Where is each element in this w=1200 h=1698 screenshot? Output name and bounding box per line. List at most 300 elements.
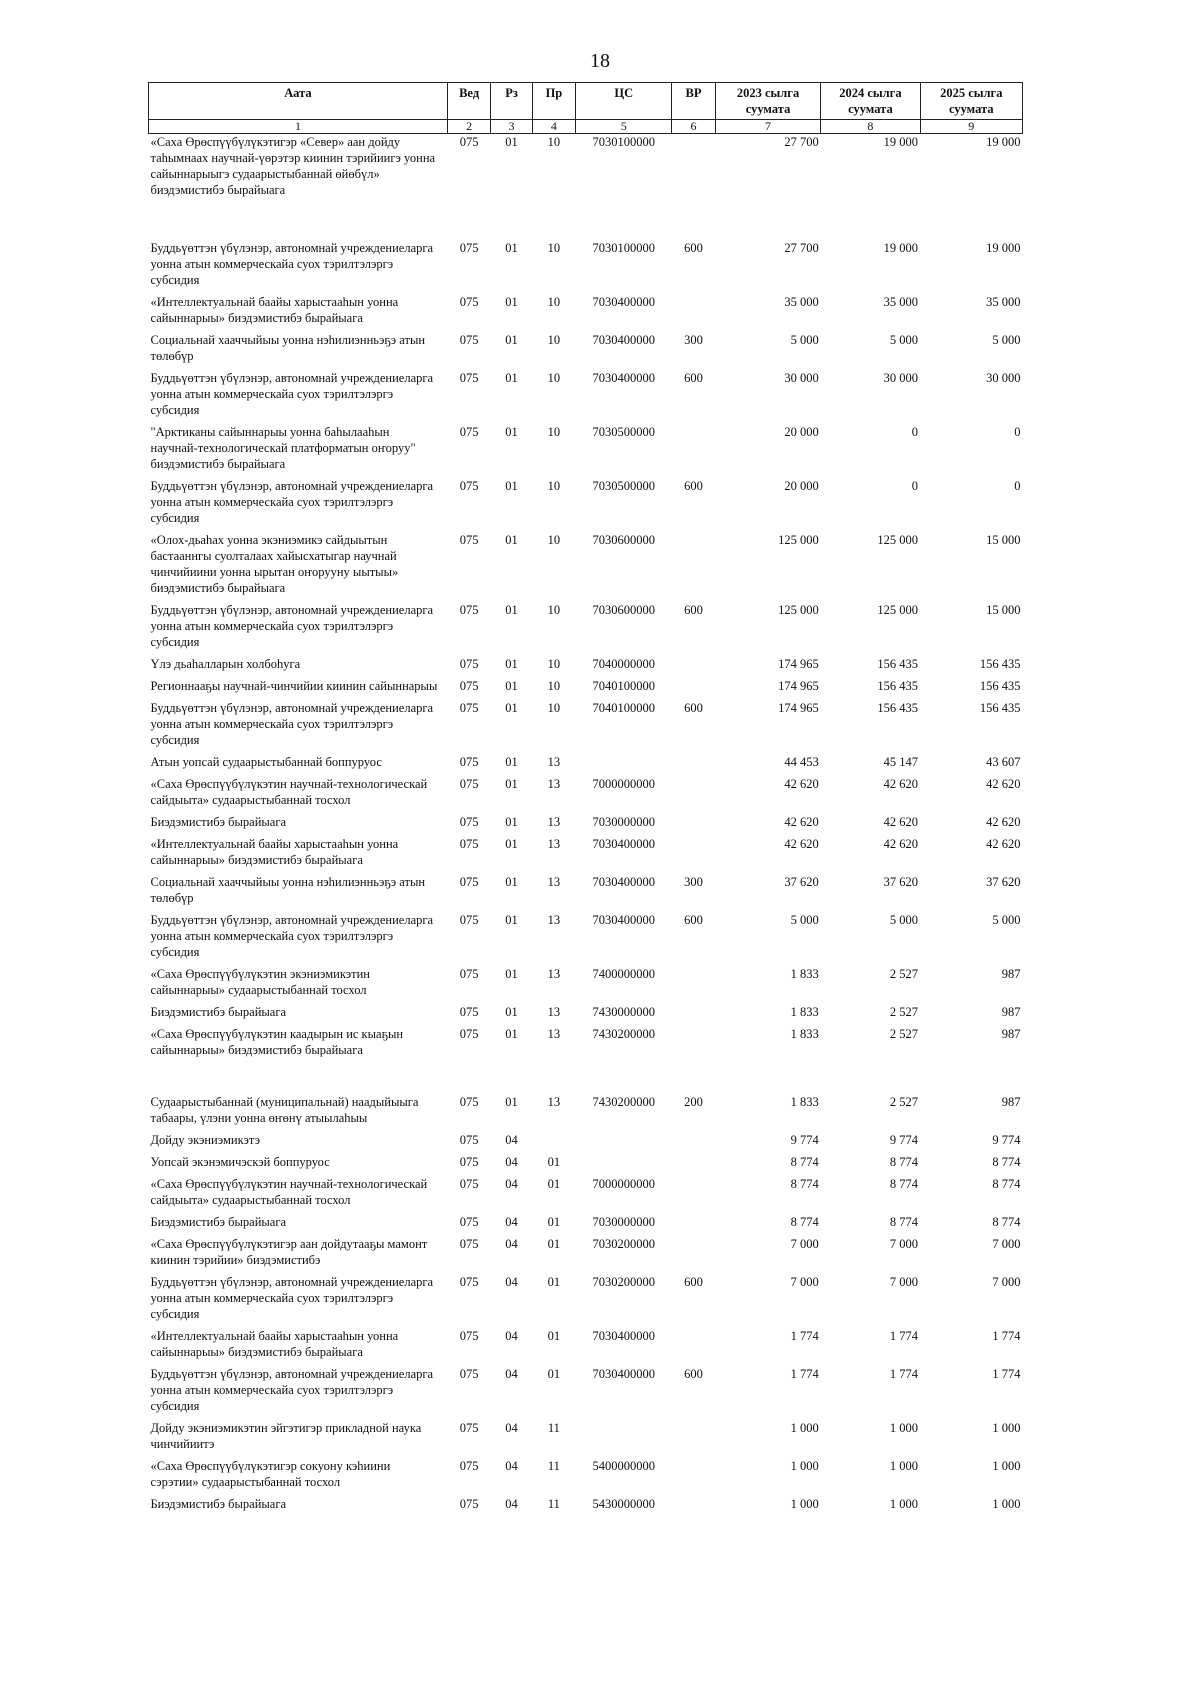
row-amount-2023: 1 833 bbox=[790, 1027, 819, 1041]
row-pr: 10 bbox=[547, 679, 561, 693]
row-name: Буддьүөттэн үбүлэнэр, автономнай учреждениеларга уонна атын коммерческайа суох тэрилтэлэргэ субсидия bbox=[150, 603, 434, 649]
row-ved: 075 bbox=[459, 603, 479, 617]
table-row bbox=[149, 1176, 1023, 1214]
row-amount-2024: 1 000 bbox=[889, 1459, 919, 1473]
row-vr bbox=[672, 1214, 715, 1236]
row-amount-2024: 2 527 bbox=[889, 967, 919, 981]
row-amount-2023: 5 000 bbox=[790, 333, 819, 347]
row-cs: 7430200000 bbox=[592, 1027, 655, 1041]
row-name: «Саха Өрөспүүбүлүкэтин каадырын ис кыаҕын сайыннарыы» биэдэмистибэ бырайыага bbox=[150, 1027, 404, 1057]
row-pr: 13 bbox=[547, 967, 561, 981]
row-cs: 7000000000 bbox=[592, 1177, 655, 1191]
row-amount-2024: 1 774 bbox=[889, 1367, 919, 1381]
row-amount-2023: 42 620 bbox=[784, 837, 819, 851]
row-pr bbox=[532, 1132, 575, 1154]
row-amount-2023: 1 000 bbox=[790, 1497, 819, 1511]
row-amount-2024: 37 620 bbox=[883, 875, 919, 889]
row-pr: 13 bbox=[547, 1005, 561, 1019]
row-amount-2023: 37 620 bbox=[784, 875, 819, 889]
row-amount-2025: 35 000 bbox=[986, 295, 1021, 309]
row-amount-2025: 156 435 bbox=[979, 679, 1021, 693]
row-vr: 600 bbox=[684, 479, 703, 493]
row-vr: 600 bbox=[684, 603, 703, 617]
colnum-3: 3 bbox=[491, 120, 532, 134]
colnum-7: 7 bbox=[715, 120, 821, 134]
row-cs: 7030400000 bbox=[592, 837, 655, 851]
row-vr bbox=[672, 294, 715, 332]
row-amount-2025: 19 000 bbox=[986, 135, 1021, 149]
header-cs: ЦС bbox=[576, 83, 672, 120]
row-amount-2025: 37 620 bbox=[986, 875, 1021, 889]
row-amount-2025: 30 000 bbox=[986, 371, 1021, 385]
row-rz: 01 bbox=[505, 333, 518, 347]
row-vr bbox=[672, 776, 715, 814]
row-ved: 075 bbox=[459, 913, 479, 927]
row-ved: 075 bbox=[459, 1275, 479, 1289]
colnum-6: 6 bbox=[672, 120, 715, 134]
row-amount-2025: 1 000 bbox=[992, 1459, 1021, 1473]
row-pr: 10 bbox=[547, 533, 561, 547]
row-cs: 7030400000 bbox=[592, 913, 655, 927]
row-name: Уопсай экэнэмичэскэй боппуруос bbox=[150, 1155, 330, 1169]
table-row bbox=[149, 1026, 1023, 1064]
row-name: Судаарыстыбаннай (муниципальнай) наадыйыыга табаары, үлэни уонна өҥөнү атыылаһыы bbox=[150, 1095, 419, 1125]
row-amount-2025: 0 bbox=[1014, 479, 1021, 493]
row-ved: 075 bbox=[459, 837, 479, 851]
row-name: Буддьүөттэн үбүлэнэр, автономнай учреждениеларга уонна атын коммерческайа суох тэрилтэлэргэ субсидия bbox=[150, 371, 434, 417]
row-name: «Саха Өрөспүүбүлүкэтигэр сокуону кэһиини сэрэтии» судаарыстыбаннай тосхол bbox=[150, 1459, 391, 1489]
row-amount-2023: 42 620 bbox=[784, 815, 819, 829]
row-cs: 7040100000 bbox=[592, 701, 655, 715]
table-body bbox=[149, 134, 1023, 1519]
row-rz: 01 bbox=[505, 967, 518, 981]
row-amount-2023: 27 700 bbox=[784, 241, 819, 255]
row-name: Регионнааҕы научнай-чинчийии киинин сайыннарыы bbox=[150, 679, 438, 693]
table-row bbox=[149, 294, 1023, 332]
row-amount-2025: 987 bbox=[1001, 1095, 1021, 1109]
row-cs: 7030100000 bbox=[592, 135, 655, 149]
table-row bbox=[149, 1004, 1023, 1026]
row-cs: 5430000000 bbox=[592, 1497, 655, 1511]
row-pr: 13 bbox=[547, 815, 561, 829]
table-row bbox=[149, 966, 1023, 1004]
row-vr bbox=[672, 424, 715, 478]
row-pr: 13 bbox=[547, 875, 561, 889]
row-pr: 10 bbox=[547, 371, 561, 385]
table-row bbox=[149, 602, 1023, 656]
row-amount-2023: 44 453 bbox=[784, 755, 819, 769]
row-amount-2024: 8 774 bbox=[889, 1177, 919, 1191]
row-pr: 10 bbox=[547, 295, 561, 309]
row-amount-2025: 42 620 bbox=[986, 837, 1021, 851]
row-amount-2024: 156 435 bbox=[877, 657, 919, 671]
row-amount-2025: 9 774 bbox=[992, 1133, 1021, 1147]
row-amount-2023: 174 965 bbox=[778, 679, 819, 693]
row-cs: 7030400000 bbox=[592, 371, 655, 385]
row-rz: 01 bbox=[505, 1027, 518, 1041]
row-cs: 7030000000 bbox=[592, 815, 655, 829]
row-amount-2025: 1 774 bbox=[992, 1367, 1021, 1381]
row-amount-2025: 8 774 bbox=[992, 1155, 1021, 1169]
row-vr: 600 bbox=[684, 371, 703, 385]
table-row bbox=[149, 134, 1023, 205]
header-2025: 2025 сылга суумата bbox=[920, 83, 1022, 120]
row-name: Биэдэмистибэ бырайыага bbox=[150, 1005, 287, 1019]
header-rz: Рз bbox=[491, 83, 532, 120]
row-ved: 075 bbox=[459, 1005, 479, 1019]
row-rz: 04 bbox=[505, 1237, 518, 1251]
row-amount-2024: 19 000 bbox=[883, 241, 919, 255]
row-ved: 075 bbox=[459, 479, 479, 493]
row-rz: 01 bbox=[505, 135, 518, 149]
row-vr bbox=[672, 656, 715, 678]
row-ved: 075 bbox=[459, 1459, 479, 1473]
colnum-4: 4 bbox=[532, 120, 575, 134]
row-pr: 13 bbox=[547, 837, 561, 851]
row-ved: 075 bbox=[459, 533, 479, 547]
row-amount-2024: 2 527 bbox=[889, 1027, 919, 1041]
row-vr bbox=[672, 1154, 715, 1176]
row-vr: 300 bbox=[684, 333, 703, 347]
row-name: "Арктиканы сайыннарыы уонна баһылааһын научнай-технологическай платформатын оҥоруу" биэдэмистибэ бырайыага bbox=[150, 425, 416, 471]
row-vr bbox=[672, 678, 715, 700]
row-ved: 075 bbox=[459, 657, 479, 671]
row-amount-2025: 1 000 bbox=[992, 1497, 1021, 1511]
row-ved: 075 bbox=[459, 1215, 479, 1229]
row-amount-2024: 2 527 bbox=[889, 1095, 919, 1109]
row-pr: 11 bbox=[547, 1497, 560, 1511]
row-name: Дойду экэниэмикэтэ bbox=[150, 1133, 260, 1147]
row-amount-2023: 30 000 bbox=[784, 371, 819, 385]
row-vr bbox=[672, 532, 715, 602]
row-ved: 075 bbox=[459, 135, 479, 149]
row-amount-2023: 27 700 bbox=[784, 135, 819, 149]
row-cs: 7030400000 bbox=[592, 875, 655, 889]
row-name: «Саха Өрөспүүбүлүкэтин научнай-технологическай сайдыыта» судаарыстыбаннай тосхол bbox=[150, 1177, 428, 1207]
row-pr: 13 bbox=[547, 777, 561, 791]
row-amount-2025: 19 000 bbox=[986, 241, 1021, 255]
row-amount-2023: 20 000 bbox=[784, 425, 819, 439]
row-amount-2023: 1 774 bbox=[790, 1367, 819, 1381]
row-name: Буддьүөттэн үбүлэнэр, автономнай учреждениеларга уонна атын коммерческайа суох тэрилтэлэргэ субсидия bbox=[150, 1367, 434, 1413]
row-amount-2024: 7 000 bbox=[889, 1237, 919, 1251]
row-name: Буддьүөттэн үбүлэнэр, автономнай учреждениеларга уонна атын коммерческайа суох тэрилтэлэргэ субсидия bbox=[150, 241, 434, 287]
row-pr: 01 bbox=[547, 1177, 561, 1191]
row-name: «Саха Өрөспүүбүлүкэтигэр «Север» аан дойду таһымнаах научнай-үөрэтэр киинин тэрийиигэ уонна сайыннарыыгэ судаарыстыбаннай өйөбүл» биэдэмистибэ бырайыага bbox=[150, 135, 436, 197]
row-cs: 7040000000 bbox=[592, 657, 655, 671]
row-vr bbox=[672, 1420, 715, 1458]
row-cs: 7030600000 bbox=[592, 603, 655, 617]
row-amount-2024: 8 774 bbox=[889, 1215, 919, 1229]
row-ved: 075 bbox=[459, 1095, 479, 1109]
row-ved: 075 bbox=[459, 425, 479, 439]
row-name: Дойду экэниэмикэтин эйгэтигэр прикладной наука чинчийиитэ bbox=[150, 1421, 422, 1451]
row-amount-2024: 156 435 bbox=[877, 701, 919, 715]
row-name: «Интеллектуальнай баайы харыстааһын уонна сайыннарыы» биэдэмистибэ бырайыага bbox=[150, 295, 399, 325]
table-row bbox=[149, 912, 1023, 966]
row-pr: 10 bbox=[547, 701, 561, 715]
row-name: «Олох-дьаһах уонна экэниэмикэ сайдыытын бастааннгы суолталаах хайысхатыгар научнай чинчийиини уонна ырытан оҥорууну ыытыы» биэдэмистибэ бырайыага bbox=[150, 533, 399, 595]
header-ved: Вед bbox=[447, 83, 490, 120]
row-name: Биэдэмистибэ бырайыага bbox=[150, 815, 287, 829]
row-vr bbox=[672, 814, 715, 836]
row-name: «Саха Өрөспүүбүлүкэтин научнай-технологическай сайдыыта» судаарыстыбаннай тосхол bbox=[150, 777, 428, 807]
row-vr: 200 bbox=[684, 1095, 703, 1109]
row-ved: 075 bbox=[459, 1329, 479, 1343]
row-amount-2025: 7 000 bbox=[992, 1275, 1021, 1289]
row-rz: 04 bbox=[505, 1275, 518, 1289]
colnum-8: 8 bbox=[821, 120, 920, 134]
row-amount-2025: 0 bbox=[1014, 425, 1021, 439]
row-rz: 04 bbox=[505, 1133, 518, 1147]
row-cs bbox=[576, 1420, 672, 1458]
row-rz: 01 bbox=[505, 479, 518, 493]
row-amount-2025: 5 000 bbox=[992, 913, 1021, 927]
row-rz: 01 bbox=[505, 1005, 518, 1019]
row-amount-2024: 0 bbox=[911, 479, 919, 493]
row-amount-2023: 1 833 bbox=[790, 1005, 819, 1019]
row-vr: 600 bbox=[684, 1367, 703, 1381]
row-amount-2025: 8 774 bbox=[992, 1215, 1021, 1229]
colnum-9: 9 bbox=[920, 120, 1022, 134]
row-pr: 11 bbox=[547, 1421, 560, 1435]
row-amount-2023: 7 000 bbox=[790, 1237, 819, 1251]
row-vr: 600 bbox=[684, 701, 703, 715]
row-pr: 01 bbox=[547, 1329, 561, 1343]
row-name: Буддьүөттэн үбүлэнэр, автономнай учреждениеларга уонна атын коммерческайа суох тэрилтэлэргэ субсидия bbox=[150, 913, 434, 959]
row-amount-2024: 42 620 bbox=[883, 777, 919, 791]
row-pr: 01 bbox=[547, 1275, 561, 1289]
row-cs: 7030400000 bbox=[592, 1367, 655, 1381]
row-pr: 10 bbox=[547, 333, 561, 347]
row-vr bbox=[672, 966, 715, 1004]
header-2024: 2024 сылга суумата bbox=[821, 83, 920, 120]
row-amount-2025: 987 bbox=[1001, 967, 1021, 981]
row-ved: 075 bbox=[459, 241, 479, 255]
row-amount-2023: 7 000 bbox=[790, 1275, 819, 1289]
row-cs bbox=[576, 1132, 672, 1154]
row-vr bbox=[672, 1236, 715, 1274]
row-amount-2024: 0 bbox=[911, 425, 919, 439]
row-name: Буддьүөттэн үбүлэнэр, автономнай учреждениеларга уонна атын коммерческайа суох тэрилтэлэргэ субсидия bbox=[150, 1275, 434, 1321]
row-amount-2024: 5 000 bbox=[889, 333, 919, 347]
row-rz: 04 bbox=[505, 1155, 518, 1169]
table-row bbox=[149, 836, 1023, 874]
row-rz: 01 bbox=[505, 1095, 518, 1109]
row-ved: 075 bbox=[459, 1155, 479, 1169]
page-number: 18 bbox=[590, 50, 610, 72]
row-amount-2024: 45 147 bbox=[883, 755, 919, 769]
row-cs: 7030100000 bbox=[592, 241, 655, 255]
row-pr: 01 bbox=[547, 1237, 561, 1251]
row-amount-2024: 1 774 bbox=[889, 1329, 919, 1343]
row-name: Биэдэмистибэ бырайыага bbox=[150, 1497, 287, 1511]
budget-table bbox=[148, 82, 1023, 1518]
header-pr: Пр bbox=[532, 83, 575, 120]
table-row bbox=[149, 1274, 1023, 1328]
colnum-5: 5 bbox=[576, 120, 672, 134]
row-rz: 01 bbox=[505, 701, 518, 715]
row-rz: 01 bbox=[505, 603, 518, 617]
colnum-1: 1 bbox=[149, 120, 448, 134]
row-name: Үлэ дьаһалларын холбоһуга bbox=[150, 657, 301, 671]
row-amount-2023: 1 000 bbox=[790, 1459, 819, 1473]
row-ved: 075 bbox=[459, 1027, 479, 1041]
row-rz: 01 bbox=[505, 913, 518, 927]
row-amount-2025: 1 000 bbox=[992, 1421, 1021, 1435]
table-row bbox=[149, 532, 1023, 602]
table-row bbox=[149, 656, 1023, 678]
row-amount-2024: 1 000 bbox=[889, 1497, 919, 1511]
row-vr: 300 bbox=[684, 875, 703, 889]
row-cs: 7030600000 bbox=[592, 533, 655, 547]
row-amount-2023: 125 000 bbox=[778, 533, 819, 547]
table-row bbox=[149, 204, 1023, 294]
row-ved: 075 bbox=[459, 755, 479, 769]
row-cs bbox=[576, 754, 672, 776]
row-amount-2024: 125 000 bbox=[877, 603, 919, 617]
row-cs: 5400000000 bbox=[592, 1459, 655, 1473]
row-rz: 01 bbox=[505, 241, 518, 255]
row-rz: 01 bbox=[505, 875, 518, 889]
row-amount-2023: 5 000 bbox=[790, 913, 819, 927]
row-amount-2024: 8 774 bbox=[889, 1155, 919, 1169]
row-amount-2024: 1 000 bbox=[889, 1421, 919, 1435]
row-cs: 7400000000 bbox=[592, 967, 655, 981]
row-rz: 04 bbox=[505, 1459, 518, 1473]
row-cs: 7000000000 bbox=[592, 777, 655, 791]
row-pr: 10 bbox=[547, 425, 561, 439]
row-rz: 01 bbox=[505, 533, 518, 547]
row-amount-2023: 8 774 bbox=[790, 1215, 819, 1229]
row-ved: 075 bbox=[459, 1367, 479, 1381]
table-row bbox=[149, 1214, 1023, 1236]
table-row bbox=[149, 1366, 1023, 1420]
row-ved: 075 bbox=[459, 1133, 479, 1147]
row-amount-2025: 8 774 bbox=[992, 1177, 1021, 1191]
row-amount-2023: 174 965 bbox=[778, 701, 819, 715]
row-name: Социальнай хааччыйыы уонна нэһилиэнньэҕэ атын төлөбүр bbox=[150, 875, 426, 905]
row-rz: 04 bbox=[505, 1177, 518, 1191]
row-amount-2025: 5 000 bbox=[992, 333, 1021, 347]
row-name: Буддьүөттэн үбүлэнэр, автономнай учреждениеларга уонна атын коммерческайа суох тэрилтэлэргэ субсидия bbox=[150, 701, 434, 747]
header-aata: Аата bbox=[149, 83, 448, 120]
row-ved: 075 bbox=[459, 1497, 479, 1511]
table-row bbox=[149, 1064, 1023, 1132]
row-vr bbox=[672, 1026, 715, 1064]
table-row bbox=[149, 1458, 1023, 1496]
row-cs: 7040100000 bbox=[592, 679, 655, 693]
row-amount-2024: 42 620 bbox=[883, 815, 919, 829]
row-ved: 075 bbox=[459, 679, 479, 693]
row-vr bbox=[672, 1132, 715, 1154]
row-name: Буддьүөттэн үбүлэнэр, автономнай учреждениеларга уонна атын коммерческайа суох тэрилтэлэргэ субсидия bbox=[150, 479, 434, 525]
row-cs: 7030200000 bbox=[592, 1237, 655, 1251]
row-cs: 7030500000 bbox=[592, 425, 655, 439]
row-ved: 075 bbox=[459, 371, 479, 385]
row-amount-2025: 42 620 bbox=[986, 815, 1021, 829]
row-amount-2025: 43 607 bbox=[986, 755, 1021, 769]
row-ved: 075 bbox=[459, 295, 479, 309]
table-row bbox=[149, 874, 1023, 912]
row-amount-2023: 20 000 bbox=[784, 479, 819, 493]
row-vr: 600 bbox=[684, 913, 703, 927]
row-pr: 01 bbox=[547, 1215, 561, 1229]
row-cs: 7030400000 bbox=[592, 295, 655, 309]
row-amount-2023: 125 000 bbox=[778, 603, 819, 617]
row-pr: 13 bbox=[547, 1027, 561, 1041]
row-rz: 01 bbox=[505, 679, 518, 693]
row-amount-2024: 7 000 bbox=[889, 1275, 919, 1289]
row-cs: 7030400000 bbox=[592, 1329, 655, 1343]
row-amount-2025: 15 000 bbox=[986, 533, 1021, 547]
row-cs: 7030500000 bbox=[592, 479, 655, 493]
row-amount-2023: 1 774 bbox=[790, 1329, 819, 1343]
row-pr: 01 bbox=[547, 1367, 561, 1381]
row-amount-2023: 9 774 bbox=[790, 1133, 819, 1147]
row-pr: 01 bbox=[547, 1155, 561, 1169]
row-cs: 7430200000 bbox=[592, 1095, 655, 1109]
table-row bbox=[149, 1236, 1023, 1274]
row-rz: 01 bbox=[505, 295, 518, 309]
row-amount-2024: 2 527 bbox=[889, 1005, 919, 1019]
row-cs: 7030000000 bbox=[592, 1215, 655, 1229]
row-rz: 01 bbox=[505, 425, 518, 439]
row-name: «Интеллектуальнай баайы харыстааһын уонна сайыннарыы» биэдэмистибэ бырайыага bbox=[150, 1329, 399, 1359]
row-amount-2023: 8 774 bbox=[790, 1155, 819, 1169]
row-amount-2023: 42 620 bbox=[784, 777, 819, 791]
row-pr: 13 bbox=[547, 1095, 561, 1109]
row-cs: 7030400000 bbox=[592, 333, 655, 347]
row-pr: 10 bbox=[547, 241, 561, 255]
row-rz: 01 bbox=[505, 755, 518, 769]
row-vr bbox=[672, 134, 715, 205]
row-vr bbox=[672, 836, 715, 874]
table-row bbox=[149, 370, 1023, 424]
row-amount-2023: 1 000 bbox=[790, 1421, 819, 1435]
row-ved: 075 bbox=[459, 701, 479, 715]
row-amount-2023: 1 833 bbox=[790, 967, 819, 981]
row-amount-2025: 156 435 bbox=[979, 701, 1021, 715]
row-name: Социальнай хааччыйыы уонна нэһилиэнньэҕэ атын төлөбүр bbox=[150, 333, 426, 363]
row-amount-2024: 5 000 bbox=[889, 913, 919, 927]
table-row bbox=[149, 776, 1023, 814]
row-pr: 11 bbox=[547, 1459, 560, 1473]
row-vr bbox=[672, 754, 715, 776]
row-amount-2025: 987 bbox=[1001, 1005, 1021, 1019]
row-pr: 13 bbox=[547, 913, 561, 927]
row-rz: 04 bbox=[505, 1367, 518, 1381]
row-ved: 075 bbox=[459, 1237, 479, 1251]
header-vr: ВР bbox=[672, 83, 715, 120]
row-amount-2024: 9 774 bbox=[889, 1133, 919, 1147]
row-amount-2025: 1 774 bbox=[992, 1329, 1021, 1343]
row-pr: 10 bbox=[547, 657, 561, 671]
row-vr: 600 bbox=[684, 241, 703, 255]
row-vr: 600 bbox=[684, 1275, 703, 1289]
row-rz: 01 bbox=[505, 777, 518, 791]
row-amount-2024: 35 000 bbox=[883, 295, 919, 309]
table-row bbox=[149, 700, 1023, 754]
row-ved: 075 bbox=[459, 875, 479, 889]
row-amount-2025: 987 bbox=[1001, 1027, 1021, 1041]
row-amount-2024: 19 000 bbox=[883, 135, 919, 149]
row-ved: 075 bbox=[459, 967, 479, 981]
row-amount-2024: 156 435 bbox=[877, 679, 919, 693]
row-amount-2025: 15 000 bbox=[986, 603, 1021, 617]
row-vr bbox=[672, 1328, 715, 1366]
row-amount-2024: 42 620 bbox=[883, 837, 919, 851]
